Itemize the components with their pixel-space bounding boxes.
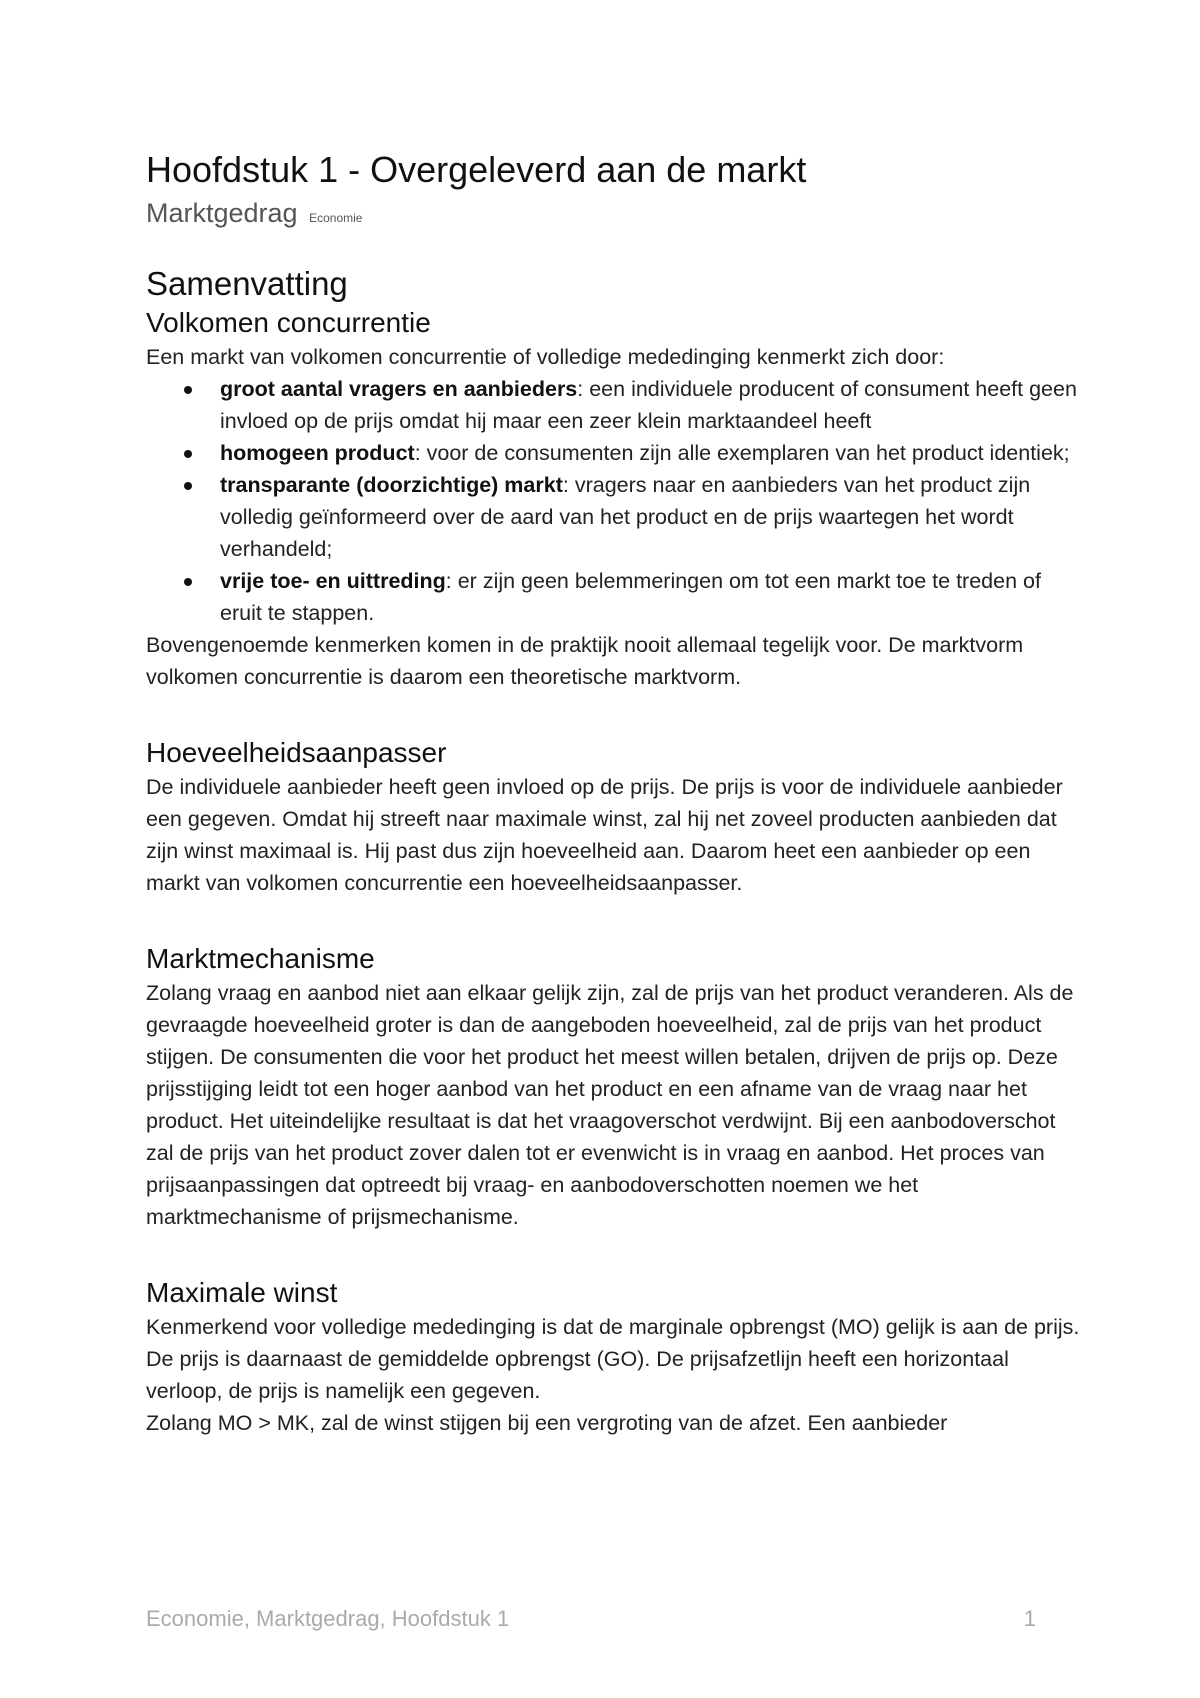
section-hoeveelheidsaanpasser	[146, 735, 1086, 899]
footer-text: Economie, Marktgedrag, Hoofdstuk 1	[146, 1606, 510, 1631]
section-heading: Hoeveelheidsaanpasser	[146, 737, 447, 768]
document-subtitle	[146, 194, 1086, 237]
section-heading: Volkomen concurrentie	[146, 307, 431, 338]
bullet-term: vrije toe- en uittreding	[220, 569, 446, 593]
bullet-text: : voor de consumenten zijn alle exemplaren van het product identiek;	[414, 441, 1070, 465]
bullet-term: groot aantal vragers en aanbieders	[220, 377, 578, 401]
page-number: 1	[1023, 1606, 1036, 1631]
page-footer	[146, 1605, 1036, 1633]
bullet-term: homogeen product	[220, 441, 415, 465]
bullet-text: : vragers naar en aanbieders van het product zijn volledig geïnformeerd over de aard van het product en de prijs waartegen het wordt verhandeld;	[220, 473, 1031, 561]
list-item	[220, 373, 1086, 437]
bullet-text: : er zijn geen belemmeringen om tot een markt toe te treden of eruit te stappen.	[220, 569, 1041, 625]
section-heading: Maximale winst	[146, 1277, 338, 1308]
subtitle-text: Marktgedrag	[146, 198, 298, 228]
section-body: Zolang MO > MK, zal de winst stijgen bij een vergroting van de afzet. Een aanbieder	[146, 1411, 948, 1435]
section-body: Kenmerkend voor volledige mededinging is dat de marginale opbrengst (MO) gelijk is aan de prijs. De prijs is daarnaast de gemiddelde opbrengst (GO). De prijsafzetlijn heeft een horizontaal verloop, de prijs is namelijk een gegeven.	[146, 1315, 1080, 1403]
subject-tag: Economie	[309, 211, 363, 225]
section-maximale-winst	[146, 1275, 1086, 1439]
document-page	[146, 146, 1086, 1439]
list-item	[220, 437, 1086, 469]
section-intro: Een markt van volkomen concurrentie of volledige mededinging kenmerkt zich door:	[146, 345, 945, 369]
bullet-text: : een individuele producent of consument heeft geen invloed op de prijs omdat hij maar een zeer klein marktaandeel heeft	[220, 377, 1077, 433]
section-body: Zolang vraag en aanbod niet aan elkaar gelijk zijn, zal de prijs van het product veranderen. Als de gevraagde hoeveelheid groter is dan de aangeboden hoeveelheid, zal de prijs van het product stijgen. De consumenten die voor het product het meest willen betalen, drijven de prijs op. Deze prijsstijging leidt tot een hoger aanbod van het product en een afname van de vraag naar het product. Het uiteindelijke resultaat is dat het vraagoverschot verdwijnt. Bij een aanbodoverschot zal de prijs van het product zover dalen tot er evenwicht is in vraag en aanbod. Het proces van prijsaanpassingen dat optreedt bij vraag- en aanbodoverschotten noemen we het marktmechanisme of prijsmechanisme.	[146, 981, 1074, 1229]
characteristics-list	[146, 373, 1086, 629]
section-marktmechanisme	[146, 941, 1086, 1233]
section-body: De individuele aanbieder heeft geen invloed op de prijs. De prijs is voor de individuele aanbieder een gegeven. Omdat hij streeft naar maximale winst, zal hij net zoveel producten aanbieden dat zijn winst maximaal is. Hij past dus zijn hoeveelheid aan. Daarom heet een aanbieder op een markt van volkomen concurrentie een hoeveelheidsaanpasser.	[146, 775, 1063, 895]
summary-heading: Samenvatting	[146, 265, 348, 302]
section-outro: Bovengenoemde kenmerken komen in de praktijk nooit allemaal tegelijk voor. De marktvorm volkomen concurrentie is daarom een theoretische marktvorm.	[146, 633, 1024, 689]
bullet-term: transparante (doorzichtige) markt	[220, 473, 563, 497]
section-heading: Marktmechanisme	[146, 943, 375, 974]
section-volkomen-concurrentie	[146, 305, 1086, 693]
document-title: Hoofdstuk 1 - Overgeleverd aan de markt	[146, 149, 807, 190]
list-item	[220, 469, 1086, 565]
list-item	[220, 565, 1086, 629]
